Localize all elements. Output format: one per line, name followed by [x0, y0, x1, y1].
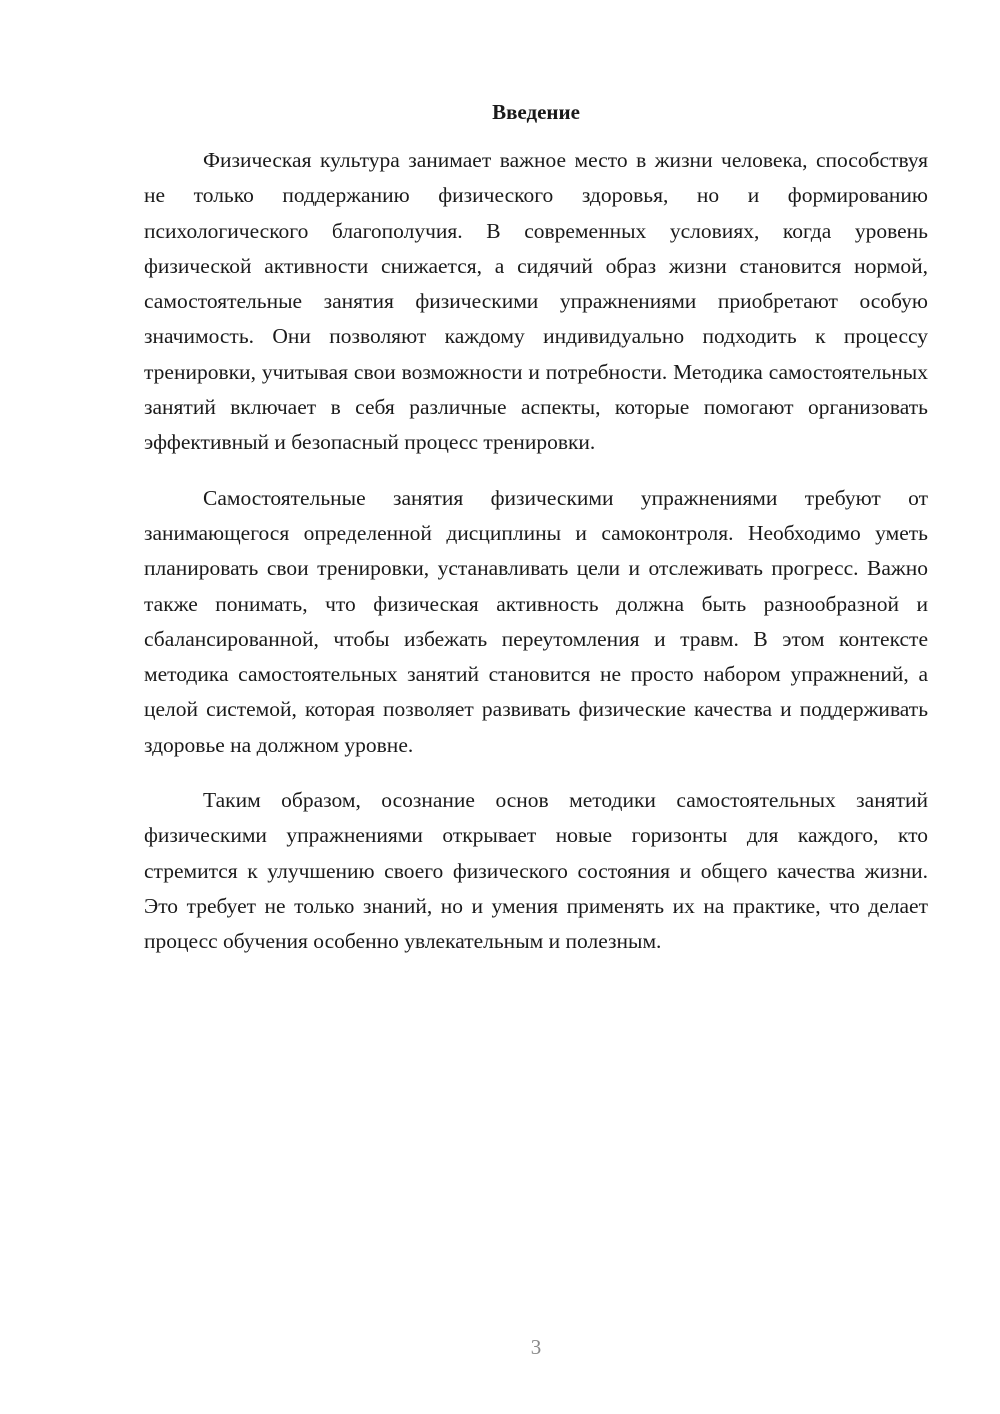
paragraph-1: Физическая культура занимает важное место в жизни человека, способствуя не только поддержанию физического здоровья, но и формированию психологического благополучия. В современных условиях, когда уровень физической активности снижается, а сидячий образ жизни становится нормой, самостоятельные занятия физическими упражнениями приобретают особую значимость. Они позволяют каждому индивидуально подходить к процессу тренировки, учитывая свои возможности и потребности. Методика самостоятельных занятий включает в себя различные аспекты, которые помогают организовать эффективный и безопасный процесс тренировки.	[144, 148, 928, 455]
document-body	[144, 143, 928, 960]
paragraph-2: Самостоятельные занятия физическими упражнениями требуют от занимающегося определенной дисциплины и самоконтроля. Необходимо уметь планировать свои тренировки, устанавливать цели и отслеживать прогресс. Важно также понимать, что физическая активность должна быть разнообразной и сбалансированной, чтобы избежать переутомления и травм. В этом контексте методика самостоятельных занятий становится не просто набором упражнений, а целой системой, которая позволяет развивать физические качества и поддерживать здоровье на должном уровне.	[144, 485, 928, 757]
paragraph-3: Таким образом, осознание основ методики самостоятельных занятий физическими упражнениями открывает новые горизонты для каждого, кто стремится к улучшению своего физического состояния и общего качества жизни. Это требует не только знаний, но и умения применять их на практике, что делает процесс обучения особенно увлекательным и полезным.	[144, 788, 928, 954]
page-number: 3	[530, 1335, 542, 1359]
section-title: Введение	[492, 100, 580, 124]
